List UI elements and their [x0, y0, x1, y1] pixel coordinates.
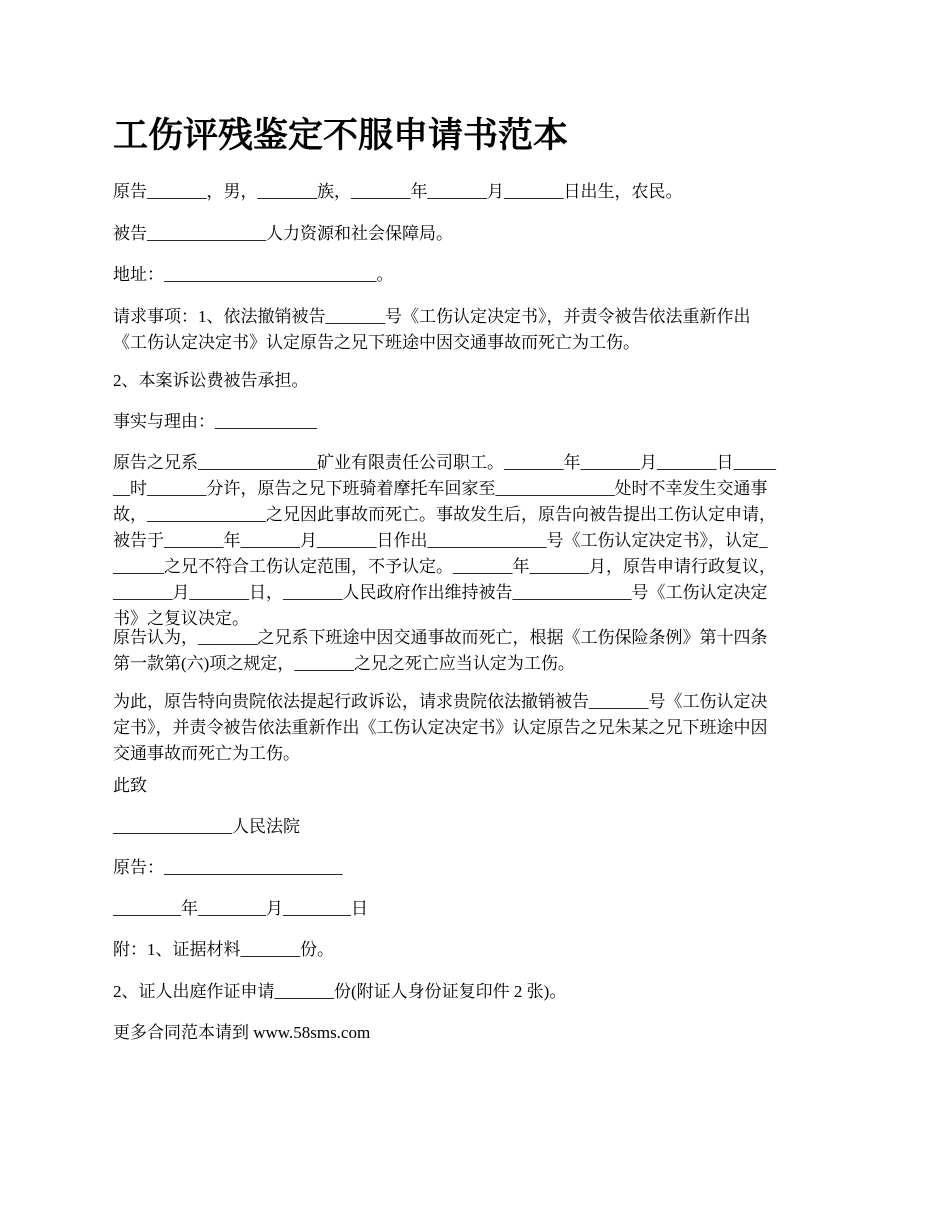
- salutation: 此致: [113, 776, 147, 795]
- plaintiff-opinion-paragraph: 原告认为，_______之兄系下班途中因交通事故而死亡，根据《工伤保险条例》第十四条 第一款第(六)项之规定，_______之兄之死亡应当认定为工伤。: [113, 628, 768, 673]
- court-line: ______________人民法院: [113, 817, 300, 836]
- address-line: 地址：_________________________。: [113, 265, 394, 284]
- plaintiff-signature-line: 原告：_____________________: [113, 858, 343, 877]
- claims-item-2: 2、本案诉讼费被告承担。: [113, 371, 309, 390]
- defendant-info: 被告______________人力资源和社会保障局。: [113, 224, 453, 243]
- request-paragraph: 为此，原告特向贵院依法提起行政诉讼，请求贵院依法撤销被告_______号《工伤认定决 定书》，并责令被告依法重新作出《工伤认定决定书》认定原告之兄朱某之兄下班途中因 交通事故而死亡为工伤。: [113, 692, 768, 763]
- facts-heading: 事实与理由：____________: [113, 412, 317, 431]
- attachment-2: 2、证人出庭作证申请_______份(附证人身份证复印件 2 张)。: [113, 982, 567, 1001]
- claims-paragraph: 请求事项：1、依法撤销被告_______号《工伤认定决定书》，并责令被告依法重新作出 《工伤认定决定书》认定原告之兄下班途中因交通事故而死亡为工伤。: [113, 307, 751, 352]
- page-title: 工伤评残鉴定不服申请书范本: [113, 116, 569, 155]
- plaintiff-info: 原告_______，男，_______族，_______年_______月_______日出生，农民。: [113, 182, 683, 201]
- attachment-1: 附：1、证据材料_______份。: [113, 940, 334, 959]
- footer-link-text: 更多合同范本请到 www.58sms.com: [113, 1023, 371, 1042]
- facts-paragraph: 原告之兄系______________矿业有限责任公司职工。_______年_______月_______日_____ __时_______分许，原告之兄下班骑着摩托车回家至______________处时不幸发生交通事 故，______________之兄因此事故而死亡。事故发生后，原告向被告提出工伤认定申请， 被告于_______年_______月_______日作出______________号《工伤认定决定书》，认定_ ______之兄不符合工伤认定范围，不予认定。_______年_______月，原告申请行政复议， _______月_______日，_______人民政府作出维持被告______________号《工伤认定决定 书》之复议决定。: [113, 453, 776, 628]
- date-line: ________年________月________日: [113, 899, 368, 918]
